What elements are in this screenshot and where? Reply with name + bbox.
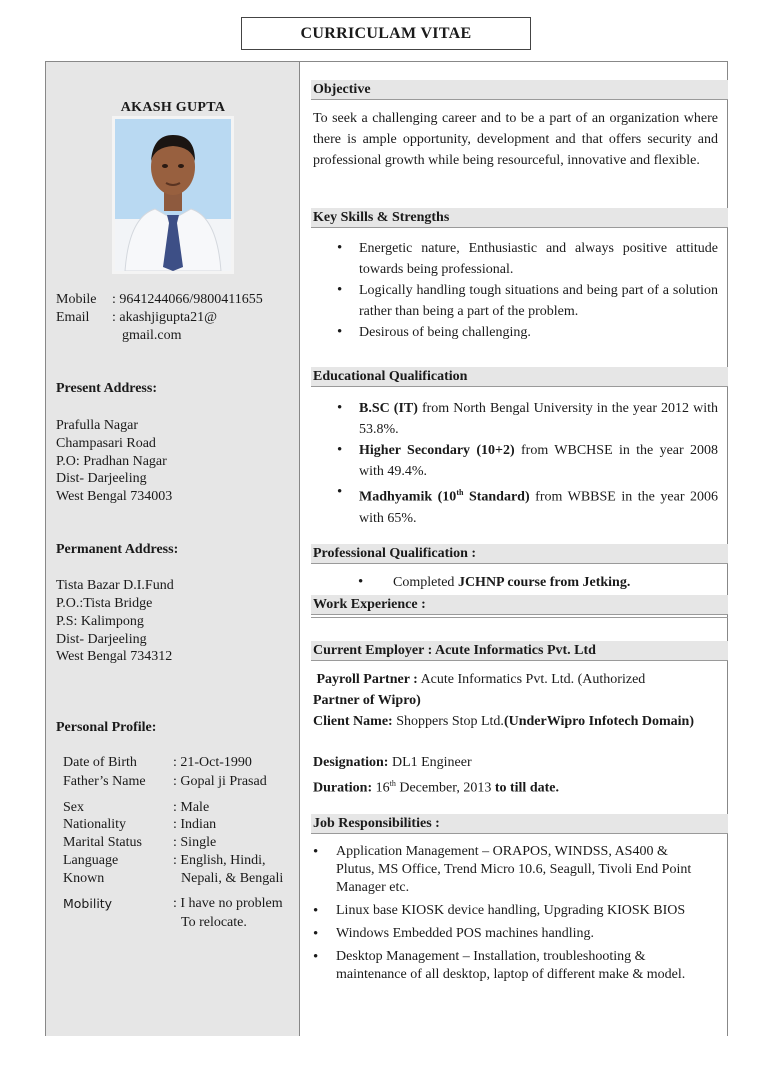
permanent-address-line: Dist- Darjeeling [56,632,147,647]
objective-text: To seek a challenging career and to be a part of an organization where there is ample opportunity, development and that offers security and professional growth while being resourceful, innovative and flexible. [313,111,718,168]
mobile-label: Mobile [56,292,97,307]
marital-label: Marital Status [63,835,142,850]
sex-label: Sex [63,800,84,815]
edu-sup: th [456,488,464,497]
list-item: • Energetic nature, Enthusiastic and always positive attitude towards being professional. [313,238,718,280]
edu-detail: from WBBSE in the year 2006 with 65%. [359,489,718,526]
list-item [313,398,718,440]
present-address-line: Dist- Darjeeling [56,471,147,486]
mobility-label: Mobility [63,896,113,911]
father-label: Father’s Name [63,774,146,789]
dob-label: Date of Birth [63,755,137,770]
email-label: Email [56,310,90,325]
duration-day: 16 [372,780,390,796]
edu-degree: Higher Secondary (10+2) [359,443,515,458]
skills-heading: Key Skills & Strengths [311,208,728,228]
professional-heading: Professional Qualification : [311,544,728,564]
skills-list [313,238,718,343]
sex-value: : Male [173,800,210,815]
list-item: • Desktop Management – Installation, troubleshooting & maintenance of all desktop, laptop of different make & model. [313,948,708,984]
duration-sup: th [389,779,396,788]
candidate-name: AKASH GUPTA [120,100,226,115]
designation-row [313,752,718,773]
nationality-label: Nationality [63,817,126,832]
nationality-value: : Indian [173,817,217,832]
client-row [313,711,718,732]
client-label: Client Name: [313,714,393,729]
job-heading: Job Responsibilities : [311,814,728,834]
divider [311,617,728,618]
designation-value: DL1 Engineer [388,755,472,770]
list-item: • Desirous of being challenging. [313,322,718,343]
payroll-value-bold: Partner of Wipro) [313,693,421,708]
objective-heading: Objective [311,80,728,100]
list-item: • Windows Embedded POS machines handling. [313,925,708,943]
left-column [46,62,300,1036]
permanent-address-line: P.O.:Tista Bridge [56,596,153,611]
bullet-icon: • [358,574,364,590]
email-value: : akashjigupta21@ [112,310,218,325]
present-address-line: Champasari Road [56,436,156,451]
list-item: • Linux base KIOSK device handling, Upgrading KIOSK BIOS [313,902,708,920]
permanent-address-line: Tista Bazar D.I.Fund [56,578,174,593]
payroll-label: Payroll Partner : [316,672,418,687]
duration-bold: to till date. [494,780,559,796]
language-value: : English, Hindi, [173,853,266,868]
mobile-value: : 9641244066/9800411655 [112,292,263,307]
present-address-heading: Present Address: [56,381,157,396]
employer-heading: Current Employer : Acute Informatics Pvt. Ltd [311,641,728,661]
personal-profile-heading: Personal Profile: [56,720,157,735]
work-heading: Work Experience : [311,595,728,615]
present-address-line: Prafulla Nagar [56,418,139,433]
designation-label: Designation: [313,755,389,770]
mobility-value: : I have no problem [173,896,283,911]
document-title: CURRICULAM VITAE [241,17,531,50]
language-value-cont: Nepali, & Bengali [181,871,284,886]
edu-degree: Madhyamik (10 [359,489,457,505]
present-address-line: West Bengal 734003 [56,489,173,504]
person-photo-icon [115,119,231,271]
client-value-bold: (UnderWipro Infotech Domain) [503,714,694,729]
language-label-cont: Known [63,871,105,886]
marital-value: : Single [173,835,217,850]
permanent-address-line: P.S: Kalimpong [56,614,144,629]
mobile-row [56,291,296,309]
present-address-line: P.O: Pradhan Nagar [56,454,167,469]
education-heading: Educational Qualification [311,367,728,387]
edu-degree: B.SC (IT) [359,401,418,416]
edu-detail: from WBCHSE in the year 2008 with 49.4%. [359,443,718,479]
client-value: Shoppers Stop Ltd. [392,714,504,729]
professional-item [358,572,728,593]
duration-label: Duration: [313,780,373,796]
payroll-row-cont [313,690,718,711]
permanent-address-line: West Bengal 734312 [56,649,173,664]
list-item [313,482,718,529]
language-label: Language [63,853,119,868]
email-value-cont: gmail.com [122,328,182,343]
mobility-value-cont: To relocate. [181,915,247,930]
duration-value: December, 2013 [395,780,495,796]
father-value: : Gopal ji Prasad [173,774,267,789]
cv-frame [45,61,728,1036]
list-item: • Logically handling tough situations and being part of a solution rather than being a part of the problem. [313,280,718,322]
edu-detail: from North Bengal University in the year 2012 with 53.8%. [359,401,718,437]
professional-bold: JCHNP course from Jetking. [457,575,631,590]
list-item [313,440,718,482]
email-row [56,309,296,327]
job-list [313,843,708,989]
professional-plain: Completed [393,575,458,590]
list-item: • Application Management – ORAPOS, WINDSS, AS400 & Plutus, MS Office, Trend Micro 10.6, Seagull, Tivoli End Point Manager etc. [313,843,708,897]
permanent-address-heading: Permanent Address: [56,542,179,557]
duration-row [313,773,718,799]
education-list [313,398,718,529]
edu-degree-b: Standard) [463,489,530,505]
payroll-value: Acute Informatics Pvt. Ltd. (Authorized [417,672,646,687]
dob-value: : 21-Oct-1990 [173,755,252,770]
profile-photo [112,116,234,274]
payroll-row [313,669,718,690]
